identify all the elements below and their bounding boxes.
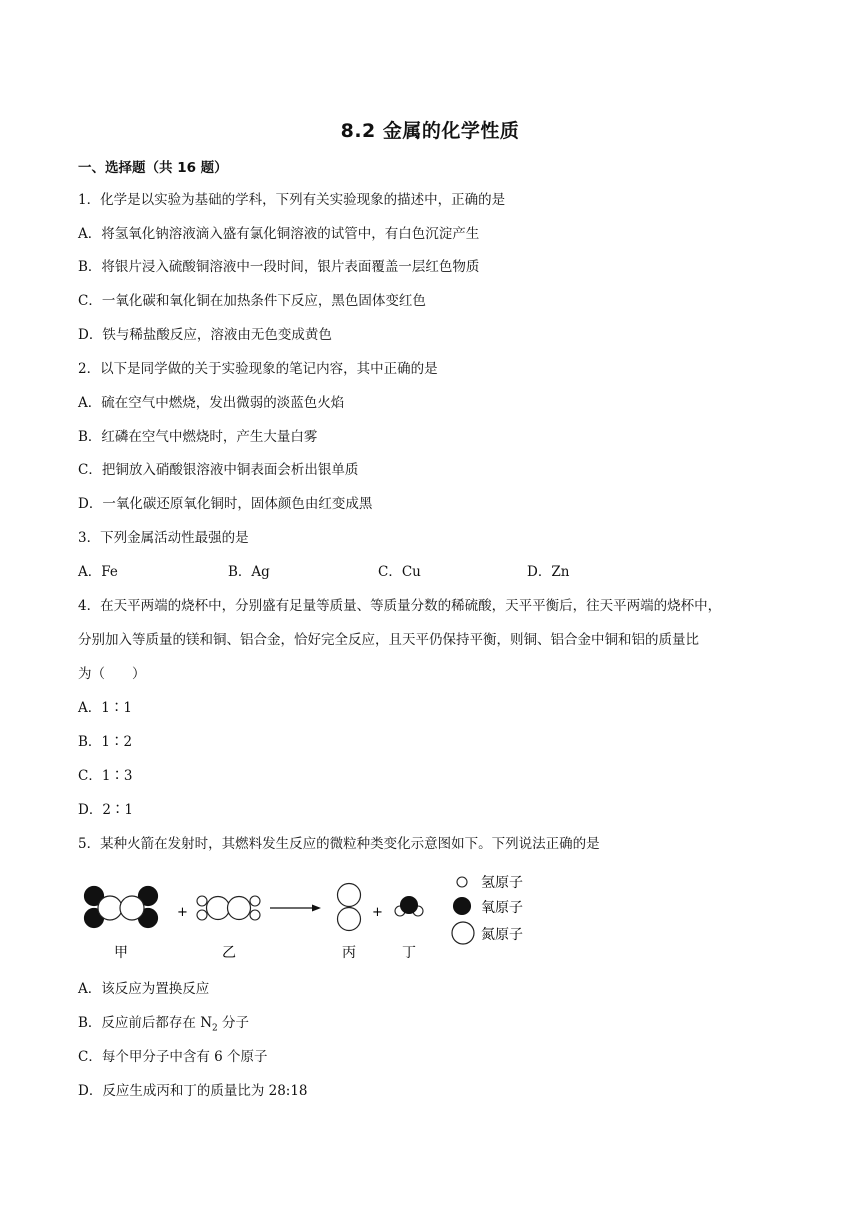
reaction-arrow (270, 905, 321, 912)
question-5-option-b-tail: 分子 (217, 1015, 250, 1031)
molecule-ding (395, 897, 423, 917)
page-title: 8.2 金属的化学性质 (340, 120, 520, 142)
label-ding: 丁 (402, 945, 416, 961)
question-4-option-a: A．1∶1 (78, 700, 132, 716)
nitrogen-atom (120, 896, 144, 920)
molecule-bing (338, 884, 361, 931)
diagram-legend (452, 875, 523, 944)
question-3-option-c: C．Cu (378, 564, 421, 580)
nitrogen-atom (207, 897, 230, 920)
question-4-stem-line-2: 分别加入等质量的镁和铜、铝合金，恰好完全反应，且天平仍保持平衡，则铜、铝合金中铜和铝的质量比 (78, 632, 699, 648)
section-heading: 一、选择题（共 16 题） (78, 160, 228, 176)
question-2-option-c: C．把铜放入硝酸银溶液中铜表面会析出银单质 (78, 462, 359, 478)
question-5-option-c: C．每个甲分子中含有 6 个原子 (78, 1049, 268, 1065)
oxygen-atom (401, 897, 418, 914)
label-jia: 甲 (114, 945, 128, 961)
question-4-stem-line-3: 为（ ） (78, 666, 146, 682)
legend-nitrogen-icon (452, 922, 474, 944)
hydrogen-atom (250, 896, 260, 906)
legend-hydrogen-label: 氢原子 (481, 875, 523, 891)
question-3-options (78, 562, 778, 582)
legend-oxygen-icon (454, 898, 471, 915)
hydrogen-atom (197, 896, 207, 906)
question-1-option-d: D．铁与稀盐酸反应，溶液由无色变成黄色 (78, 327, 332, 343)
question-5-option-d: D．反应生成丙和丁的质量比为 28:18 (78, 1083, 308, 1099)
nitrogen-atom (338, 908, 361, 931)
nitrogen-atom (98, 896, 122, 920)
question-4-stem-line-1: 4．在天平两端的烧杯中，分别盛有足量等质量、等质量分数的稀硫酸，天平平衡后，往天平两端的烧杯中， (78, 598, 722, 614)
label-yi: 乙 (222, 945, 236, 961)
molecule-yi (197, 896, 260, 920)
question-4-option-c: C．1∶3 (78, 768, 133, 784)
nitrogen-atom (228, 897, 251, 920)
legend-hydrogen-icon (457, 877, 467, 887)
question-3-option-d: D．Zn (527, 564, 570, 580)
question-3-option-b: B．Ag (228, 564, 270, 580)
question-5-option-b-subscript: 2 (212, 1023, 218, 1034)
hydrogen-atom (197, 910, 207, 920)
question-4-option-b: B．1∶2 (78, 734, 133, 750)
legend-nitrogen-label: 氮原子 (481, 927, 523, 943)
question-1-option-b: B．将银片浸入硫酸铜溶液中一段时间，银片表面覆盖一层红色物质 (78, 259, 480, 275)
question-4-option-d: D．2∶1 (78, 802, 134, 818)
question-2-option-a: A．硫在空气中燃烧，发出微弱的淡蓝色火焰 (78, 395, 345, 411)
question-3-stem: 3．下列金属活动性最强的是 (78, 530, 249, 546)
question-1-stem: 1．化学是以实验为基础的学科，下列有关实验现象的描述中，正确的是 (78, 192, 506, 208)
question-1-option-c: C．一氧化碳和氧化铜在加热条件下反应，黑色固体变红色 (78, 293, 426, 309)
hydrogen-atom (250, 910, 260, 920)
question-2-option-d: D．一氧化碳还原氧化铜时，固体颜色由红变成黑 (78, 496, 373, 512)
label-bing: 丙 (342, 945, 356, 961)
question-2-stem: 2．以下是同学做的关于实验现象的笔记内容，其中正确的是 (78, 361, 438, 377)
legend-oxygen-label: 氧原子 (481, 900, 523, 916)
question-5-option-b-text: B．反应前后都存在 N (78, 1015, 213, 1031)
question-5-option-a: A．该反应为置换反应 (78, 981, 210, 997)
plus-sign-2: + (372, 905, 383, 920)
question-1-option-a: A．将氢氧化钠溶液滴入盛有氯化铜溶液的试管中，有白色沉淀产生 (78, 226, 480, 242)
nitrogen-atom (338, 884, 361, 907)
reaction-diagram (78, 868, 548, 968)
plus-sign-1: + (177, 905, 188, 920)
question-5-option-b (78, 1013, 249, 1039)
question-5-stem: 5．某种火箭在发射时，其燃料发生反应的微粒种类变化示意图如下。下列说法正确的是 (78, 836, 600, 852)
question-3-option-a: A．Fe (78, 564, 118, 580)
question-2-option-b: B．红磷在空气中燃烧时，产生大量白雾 (78, 429, 318, 445)
molecule-jia (85, 887, 158, 928)
